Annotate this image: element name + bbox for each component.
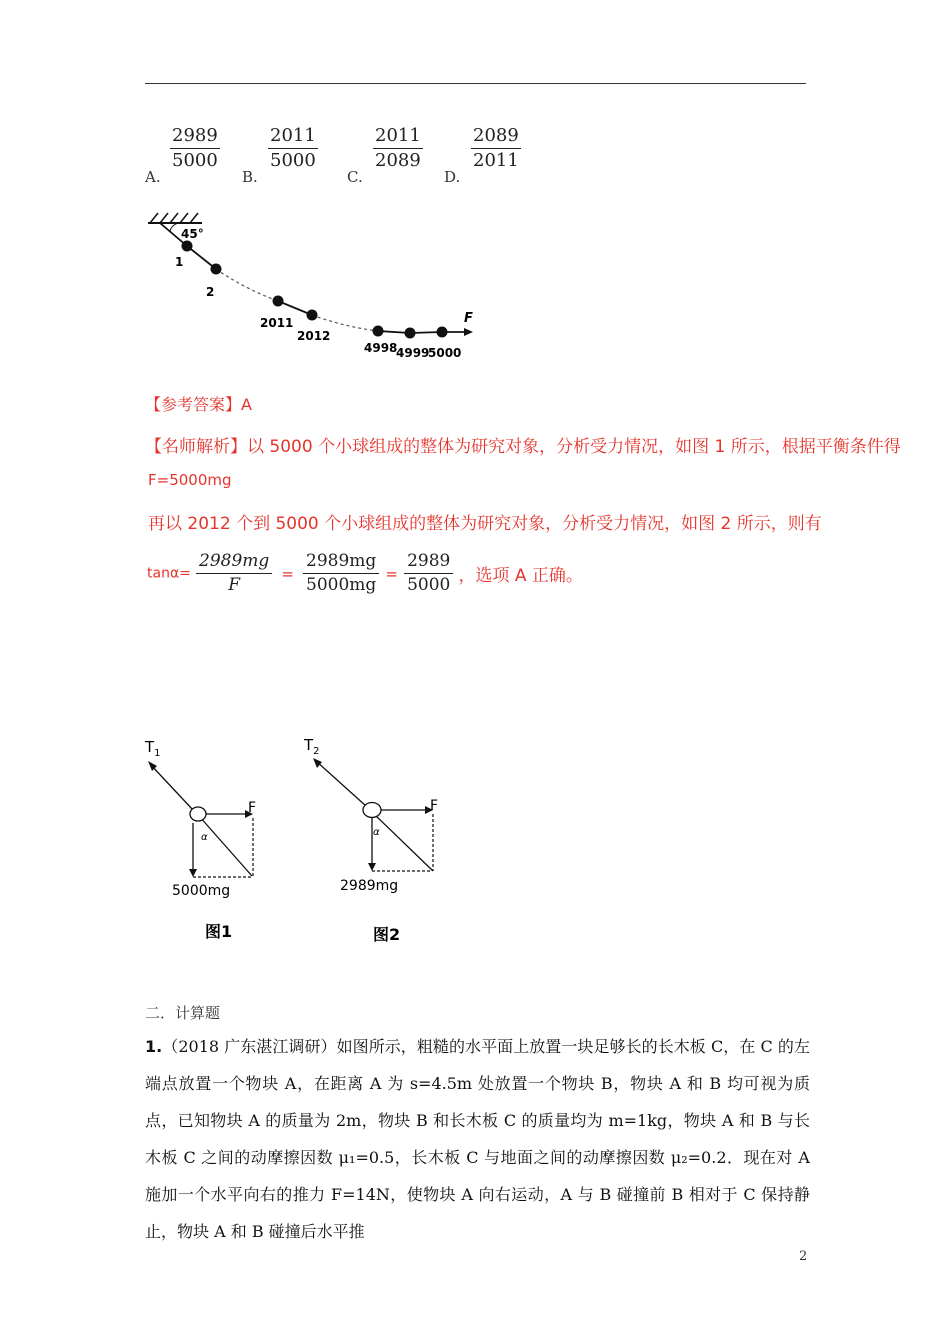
option-c-letter: C. <box>347 168 363 186</box>
tension-arrow <box>150 764 193 810</box>
explanation-line-2: F=5000mg <box>148 471 232 489</box>
section-heading: 二．计算题 <box>145 1004 221 1022</box>
equation-fraction-3 <box>404 550 453 597</box>
equation-fraction-2-denominator: 5000mg <box>306 575 377 595</box>
option-b-letter: B. <box>242 168 258 186</box>
ball <box>405 328 416 339</box>
explanation-line-3: 再以 2012 个到 5000 个小球组成的整体为研究对象，分析受力情况，如图 2 所示，则有 <box>148 514 822 534</box>
equals-sign: = <box>281 564 294 583</box>
figure-caption: 图1 <box>205 922 233 941</box>
weight-arrowhead <box>368 863 376 871</box>
tan-equation <box>147 550 583 597</box>
option-b <box>242 125 258 186</box>
ball-label: 2012 <box>297 329 331 343</box>
option-d-denominator: 2011 <box>473 150 519 171</box>
option-b-fraction <box>268 124 318 173</box>
tan-prefix: tanα= <box>147 565 191 582</box>
option-a <box>145 125 161 186</box>
problem-number: 1. <box>145 1037 163 1056</box>
option-c <box>347 125 363 186</box>
page-number: 2 <box>799 1249 808 1264</box>
equation-fraction-2 <box>303 550 379 597</box>
option-d-fraction <box>471 124 521 173</box>
ball-chain-figure <box>140 205 490 365</box>
equation-tail: ，选项 A 正确。 <box>458 566 583 586</box>
ball-label: 2 <box>206 285 215 299</box>
chain-dashed-segment <box>216 269 278 301</box>
ball <box>211 264 222 275</box>
force-diagram-2 <box>300 728 460 950</box>
ball-label: 1 <box>175 255 184 269</box>
equation-fraction-1-denominator: F <box>228 575 241 595</box>
ball <box>373 326 384 337</box>
equation-fraction-2-numerator: 2989mg <box>303 550 379 574</box>
force-label: F <box>430 798 439 814</box>
resultant-line <box>374 814 433 871</box>
option-c-denominator: 2089 <box>375 150 421 171</box>
ball <box>273 296 284 307</box>
angle-label: 45° <box>181 227 204 241</box>
ball-object <box>190 807 206 821</box>
equation-fraction-1 <box>196 550 272 597</box>
option-a-fraction <box>170 124 220 173</box>
equals-sign: = <box>385 564 398 583</box>
problem-paragraph <box>145 1028 810 1250</box>
ball <box>437 327 448 338</box>
equation-fraction-3-denominator: 5000 <box>407 575 451 595</box>
weight-label: 5000mg <box>172 883 231 899</box>
tension-arrowhead <box>313 758 322 768</box>
option-a-letter: A. <box>145 168 161 186</box>
ball <box>182 241 193 252</box>
force-label: F <box>464 311 473 326</box>
tension-label: $T_2$ <box>304 736 320 757</box>
weight-label: 2989mg <box>340 878 399 894</box>
option-c-numerator: 2011 <box>373 124 423 149</box>
header-rule <box>145 83 806 84</box>
resultant-line <box>199 816 252 876</box>
chain-segment <box>187 246 216 269</box>
tension-arrow <box>316 761 366 806</box>
weight-arrowhead <box>189 869 197 877</box>
answer-label: 【参考答案】A <box>145 395 252 414</box>
ball-object <box>363 803 381 818</box>
chain-segment <box>278 301 312 315</box>
ball-label: 4998 <box>364 341 398 355</box>
ceiling-support <box>148 213 202 223</box>
option-d-numerator: 2089 <box>471 124 521 149</box>
force-diagram-1 <box>135 730 285 950</box>
figure-caption: 图2 <box>373 925 401 944</box>
force-label: F <box>248 800 257 816</box>
force-arrowhead <box>464 328 473 336</box>
angle-label: α <box>201 832 208 843</box>
option-d <box>444 125 461 186</box>
option-b-numerator: 2011 <box>268 124 318 149</box>
equation-fraction-1-numerator: 2989mg <box>196 550 272 574</box>
tension-label: $T_1$ <box>145 738 161 759</box>
ball <box>307 310 318 321</box>
angle-arc <box>170 223 178 231</box>
ball-label: 2011 <box>260 316 294 330</box>
ball-label: 5000 <box>428 346 462 360</box>
ball-label: 4999 <box>396 346 430 360</box>
option-b-denominator: 5000 <box>270 150 316 171</box>
equation-fraction-3-numerator: 2989 <box>404 550 453 574</box>
problem-text: （2018 广东湛江调研）如图所示，粗糙的水平面上放置一块足够长的长木板 C，在 C 的左端点放置一个物块 A，在距离 A 为 s=4.5m 处放置一个物块 B，物块 A 和 B 均可视为质点，已知物块 A 的质量为 2m，物块 B 和长木板 C 的质量均为 m=1kg，物块 A 和 B 与长木板 C 之间的动摩擦因数 μ₁=0.5，长木板 C 与地面之间的动摩擦因数 μ₂=0.2．现在对 A 施加一个水平向右的推力 F=14N，使物块 A 向右运动，A 与 B 碰撞前 B 相对于 C 保持静止，物块 A 和 B 碰撞后水平推 <box>145 1037 810 1241</box>
angle-label: α <box>373 827 380 838</box>
option-a-numerator: 2989 <box>170 124 220 149</box>
option-c-fraction <box>373 124 423 173</box>
option-d-letter: D. <box>444 168 461 186</box>
explanation-line-1: 【名师解析】以 5000 个小球组成的整体为研究对象，分析受力情况，如图 1 所示，根据平衡条件得 <box>145 437 901 457</box>
option-a-denominator: 5000 <box>172 150 218 171</box>
